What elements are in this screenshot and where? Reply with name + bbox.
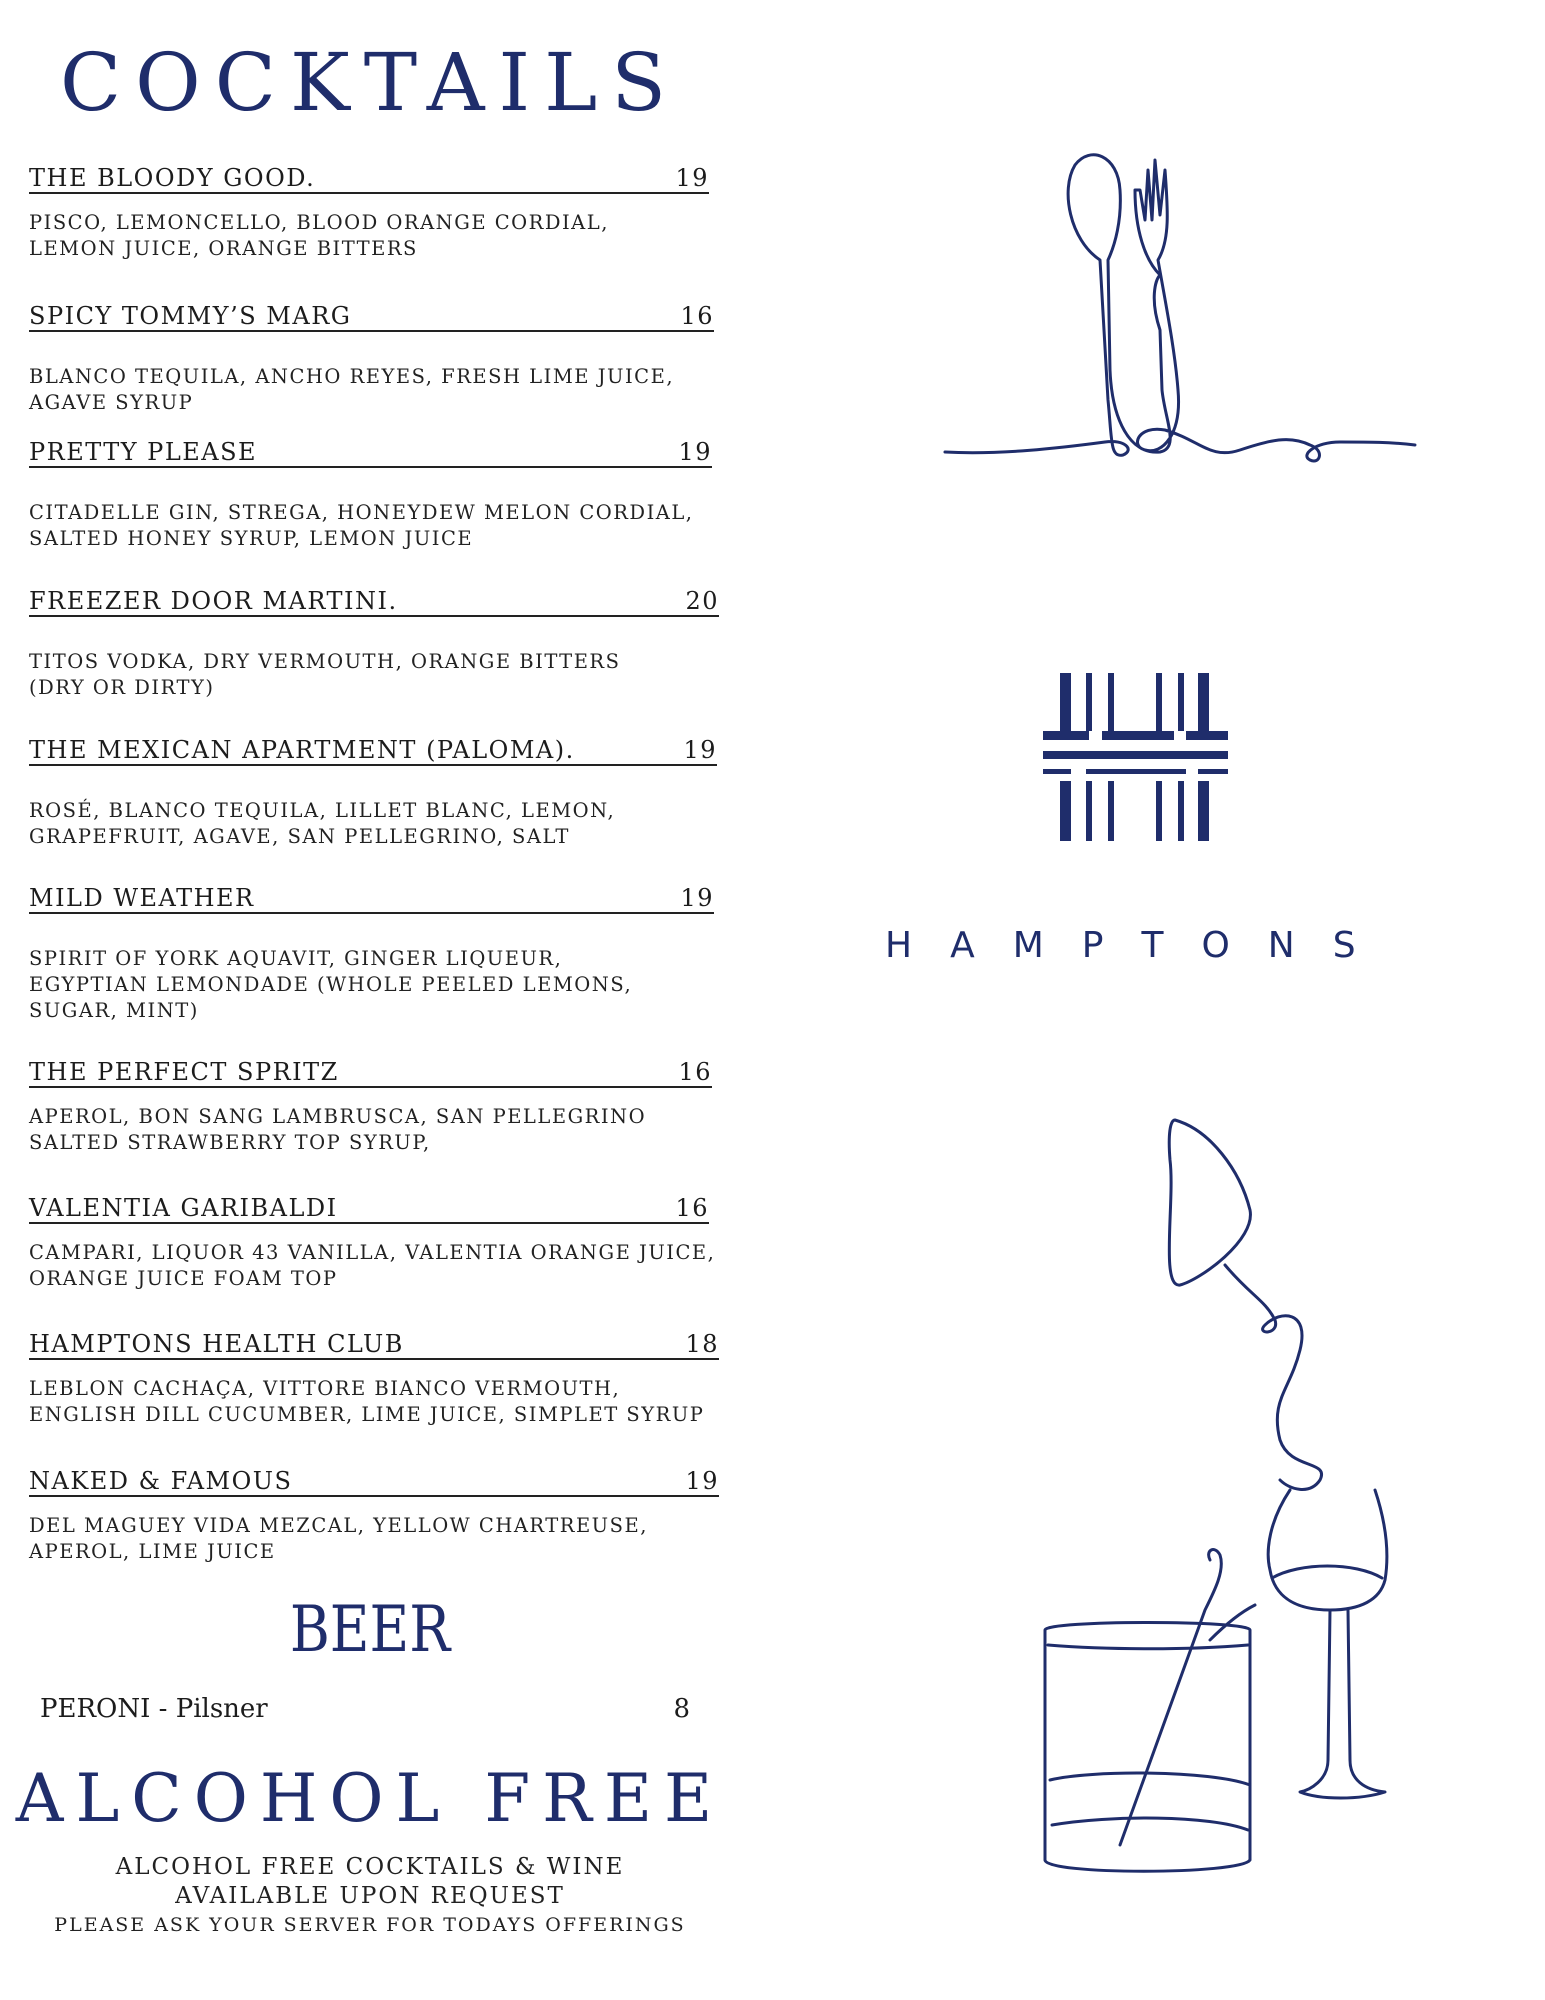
item-description: DEL MAGUEY VIDA MEZCAL, YELLOW CHARTREUSE, APEROL, LIME JUICE <box>29 1514 648 1563</box>
beer-name: PERONI - Pilsner <box>40 1694 268 1724</box>
cutlery-line-drawing-icon <box>940 150 1420 470</box>
menu-item <box>29 1330 719 1428</box>
item-name: THE MEXICAN APARTMENT (PALOMA). <box>29 736 575 764</box>
menu-item <box>29 1194 716 1292</box>
menu-item <box>29 736 717 850</box>
alcohol-free-note: PLEASE ASK YOUR SERVER FOR TODAYS OFFERINGS <box>54 1914 686 1936</box>
menu-item <box>29 587 719 701</box>
menu-item-header <box>29 438 712 468</box>
item-description: PISCO, LEMONCELLO, BLOOD ORANGE CORDIAL, LEMON JUICE, ORANGE BITTERS <box>29 211 609 260</box>
menu-item <box>29 1058 712 1156</box>
menu-item-header <box>29 1330 719 1360</box>
menu-item-header <box>29 302 714 332</box>
item-price: 16 <box>680 302 714 330</box>
item-description: BLANCO TEQUILA, ANCHO REYES, FRESH LIME JUICE, AGAVE SYRUP <box>29 365 675 414</box>
item-price: 16 <box>675 1194 709 1222</box>
item-price: 16 <box>678 1058 712 1086</box>
menu-item <box>29 884 714 1024</box>
alcohol-free-heading: ALCOHOL FREE <box>15 1760 725 1837</box>
item-price: 19 <box>675 164 709 192</box>
item-description: LEBLON CACHAÇA, VITTORE BIANCO VERMOUTH, ENGLISH DILL CUCUMBER, LIME JUICE, SIMPLET SYRUP <box>29 1377 705 1426</box>
item-price: 19 <box>678 438 712 466</box>
beer-price: 8 <box>673 1694 690 1724</box>
beer-heading: BEER <box>289 1593 451 1667</box>
menu-item-header <box>29 736 717 766</box>
item-name: THE PERFECT SPRITZ <box>29 1058 339 1086</box>
item-description: APEROL, BON SANG LAMBRUSCA, SAN PELLEGRINO SALTED STRAWBERRY TOP SYRUP, <box>29 1105 647 1154</box>
menu-item-header <box>29 1194 709 1224</box>
item-name: SPICY TOMMY’S MARG <box>29 302 352 330</box>
item-name: MILD WEATHER <box>29 884 255 912</box>
hamptons-monogram-logo <box>1040 665 1230 850</box>
menu-item <box>29 438 712 552</box>
item-price: 19 <box>685 1467 719 1495</box>
menu-item-header <box>29 1058 712 1088</box>
item-name: PRETTY PLEASE <box>29 438 258 466</box>
menu-item <box>29 302 714 416</box>
item-name: NAKED & FAMOUS <box>29 1467 293 1495</box>
item-name: HAMPTONS HEALTH CLUB <box>29 1330 404 1358</box>
menu-item-header <box>29 164 709 194</box>
alcohol-free-note: AVAILABLE UPON REQUEST <box>175 1883 565 1909</box>
item-description: ROSÉ, BLANCO TEQUILA, LILLET BLANC, LEMON, GRAPEFRUIT, AGAVE, SAN PELLEGRINO, SALT <box>29 799 616 848</box>
drinks-line-drawing-icon <box>1010 1100 1440 1900</box>
item-price: 18 <box>685 1330 719 1358</box>
beer-item <box>40 1694 690 1728</box>
item-description: TITOS VODKA, DRY VERMOUTH, ORANGE BITTERS (DRY OR DIRTY) <box>29 650 621 699</box>
item-name: THE BLOODY GOOD. <box>29 164 316 192</box>
item-name: VALENTIA GARIBALDI <box>29 1194 338 1222</box>
item-price: 19 <box>680 884 714 912</box>
item-description: CAMPARI, LIQUOR 43 VANILLA, VALENTIA ORANGE JUICE, ORANGE JUICE FOAM TOP <box>29 1241 716 1290</box>
cocktails-heading: COCKTAILS <box>59 36 681 129</box>
menu-item <box>29 1467 719 1565</box>
item-name: FREEZER DOOR MARTINI. <box>29 587 398 615</box>
item-price: 19 <box>683 736 717 764</box>
menu-item-header <box>29 587 719 617</box>
menu-column <box>0 0 760 2000</box>
alcohol-free-note: ALCOHOL FREE COCKTAILS & WINE <box>115 1854 625 1880</box>
menu-item-header <box>29 1467 719 1497</box>
item-price: 20 <box>685 587 719 615</box>
menu-item-header <box>29 884 714 914</box>
brand-wordmark: HAMPTONS <box>885 925 1394 966</box>
item-description: SPIRIT OF YORK AQUAVIT, GINGER LIQUEUR, EGYPTIAN LEMONDADE (WHOLE PEELED LEMONS, SUGAR, MINT) <box>29 947 633 1022</box>
item-description: CITADELLE GIN, STREGA, HONEYDEW MELON CORDIAL, SALTED HONEY SYRUP, LEMON JUICE <box>29 501 694 550</box>
menu-item <box>29 164 709 262</box>
